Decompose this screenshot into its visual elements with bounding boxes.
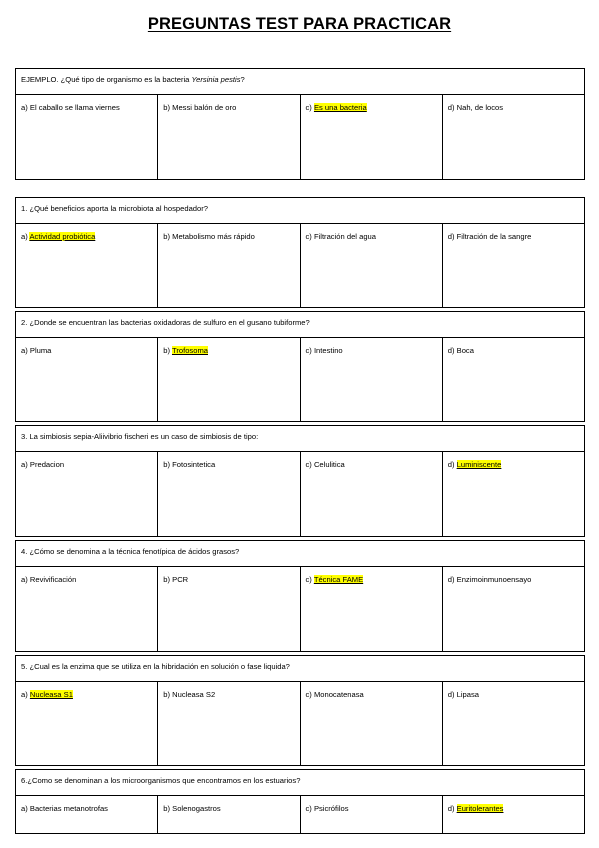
- option-prefix: b): [163, 804, 173, 813]
- option-d: [442, 224, 584, 308]
- option-text-correct: Técnica FAME: [313, 575, 364, 584]
- option-text: El caballo se llama viernes: [29, 103, 120, 112]
- option-d: [442, 95, 584, 180]
- option-b: [158, 567, 300, 652]
- option-text: Psicrófilos: [313, 804, 349, 813]
- option-b: [158, 224, 300, 308]
- question-table-example: [15, 68, 585, 180]
- option-text: Nucleasa S2: [172, 690, 216, 699]
- option-a: [16, 224, 158, 308]
- question-table-5: [15, 655, 585, 766]
- option-text: Monocatenasa: [313, 690, 364, 699]
- question-table-2: [15, 311, 585, 422]
- option-prefix: d): [447, 460, 457, 469]
- option-prefix: d): [447, 103, 457, 112]
- question-text: 1. ¿Qué beneficios aporta la microbiota al hospedador?: [16, 198, 585, 224]
- question-text-main: EJEMPLO. ¿Qué tipo de organismo es la bacteria: [21, 75, 192, 84]
- option-a: [16, 338, 158, 422]
- option-text-correct: Luminiscente: [456, 460, 502, 469]
- option-prefix: b): [163, 690, 173, 699]
- option-prefix: d): [447, 804, 457, 813]
- option-prefix: c): [305, 103, 314, 112]
- option-text: Revivificación: [29, 575, 77, 584]
- option-text-correct: Es una bacteria: [313, 103, 367, 112]
- option-b: [158, 452, 300, 537]
- option-text: Pluma: [29, 346, 52, 355]
- option-b: [158, 682, 300, 766]
- option-prefix: c): [305, 575, 314, 584]
- page-title-text: PREGUNTAS TEST PARA PRACTICAR: [147, 15, 452, 33]
- option-text: Solenogastros: [172, 804, 221, 813]
- option-text-correct: Euritolerantes: [456, 804, 504, 813]
- option-b: [158, 95, 300, 180]
- option-text: Bacterias metanotrofas: [29, 804, 108, 813]
- option-prefix: a): [21, 575, 30, 584]
- option-prefix: d): [447, 232, 457, 241]
- option-text: Celulitica: [313, 460, 345, 469]
- option-text-correct: Actividad probiótica: [29, 232, 96, 241]
- question-text: 4. ¿Cómo se denomina a la técnica fenotípica de ácidos grasos?: [16, 541, 585, 567]
- option-c: [300, 567, 442, 652]
- option-d: [442, 452, 584, 537]
- option-text: Intestino: [313, 346, 343, 355]
- option-c: [300, 95, 442, 180]
- option-d: [442, 796, 584, 834]
- option-text: Enzimoinmunoensayo: [456, 575, 532, 584]
- option-text-correct: Trofosoma: [171, 346, 208, 355]
- option-prefix: b): [163, 103, 173, 112]
- option-text: Lipasa: [456, 690, 480, 699]
- option-prefix: a): [21, 460, 30, 469]
- question-text: 6.¿Como se denominan a los microorganismos que encontramos en los estuarios?: [16, 770, 585, 796]
- option-a: [16, 567, 158, 652]
- option-a: [16, 452, 158, 537]
- option-text: PCR: [172, 575, 189, 584]
- option-c: [300, 338, 442, 422]
- option-text: Filtración del agua: [313, 232, 376, 241]
- option-prefix: d): [447, 346, 457, 355]
- option-a: [16, 796, 158, 834]
- option-a: [16, 682, 158, 766]
- option-c: [300, 796, 442, 834]
- option-prefix: b): [163, 460, 173, 469]
- question-table-1: [15, 197, 585, 308]
- option-a: [16, 95, 158, 180]
- option-prefix: c): [305, 232, 314, 241]
- question-text: [16, 69, 585, 95]
- option-prefix: c): [305, 804, 314, 813]
- option-b: [158, 796, 300, 834]
- option-d: [442, 682, 584, 766]
- question-text-italic: Yersinia pestis: [191, 75, 241, 84]
- option-b: [158, 338, 300, 422]
- question-text: 2. ¿Donde se encuentran las bacterias oxidadoras de sulfuro en el gusano tubiforme?: [16, 312, 585, 338]
- option-prefix: b): [163, 346, 172, 355]
- option-text: Fotosintetica: [172, 460, 216, 469]
- option-text: Boca: [456, 346, 474, 355]
- option-d: [442, 567, 584, 652]
- option-prefix: b): [163, 232, 173, 241]
- question-text-end: ?: [240, 75, 245, 84]
- option-prefix: a): [21, 103, 30, 112]
- question-table-3: [15, 425, 585, 537]
- option-prefix: d): [447, 575, 457, 584]
- question-text: 5. ¿Cual es la enzima que se utiliza en la hibridación en solución o fase liquida?: [16, 656, 585, 682]
- page-title: [0, 15, 599, 34]
- option-d: [442, 338, 584, 422]
- question-table-4: [15, 540, 585, 652]
- question-text: 3. La simbiosis sepia-Aliivibrio fischeri es un caso de simbiosis de tipo:: [16, 426, 585, 452]
- option-text-correct: Nucleasa S1: [29, 690, 73, 699]
- option-text: Filtración de la sangre: [456, 232, 532, 241]
- question-table-6: [15, 769, 585, 834]
- option-prefix: a): [21, 346, 30, 355]
- option-text: Predacion: [29, 460, 65, 469]
- option-prefix: c): [305, 690, 314, 699]
- option-c: [300, 682, 442, 766]
- option-text: Metabolismo más rápido: [172, 232, 255, 241]
- option-c: [300, 452, 442, 537]
- option-text: Nah, de locos: [456, 103, 504, 112]
- option-prefix: a): [21, 690, 30, 699]
- option-prefix: a): [21, 232, 30, 241]
- option-c: [300, 224, 442, 308]
- option-prefix: a): [21, 804, 30, 813]
- option-prefix: c): [305, 346, 314, 355]
- option-prefix: d): [447, 690, 457, 699]
- option-prefix: b): [163, 575, 173, 584]
- option-text: Messi balón de oro: [172, 103, 237, 112]
- option-prefix: c): [305, 460, 314, 469]
